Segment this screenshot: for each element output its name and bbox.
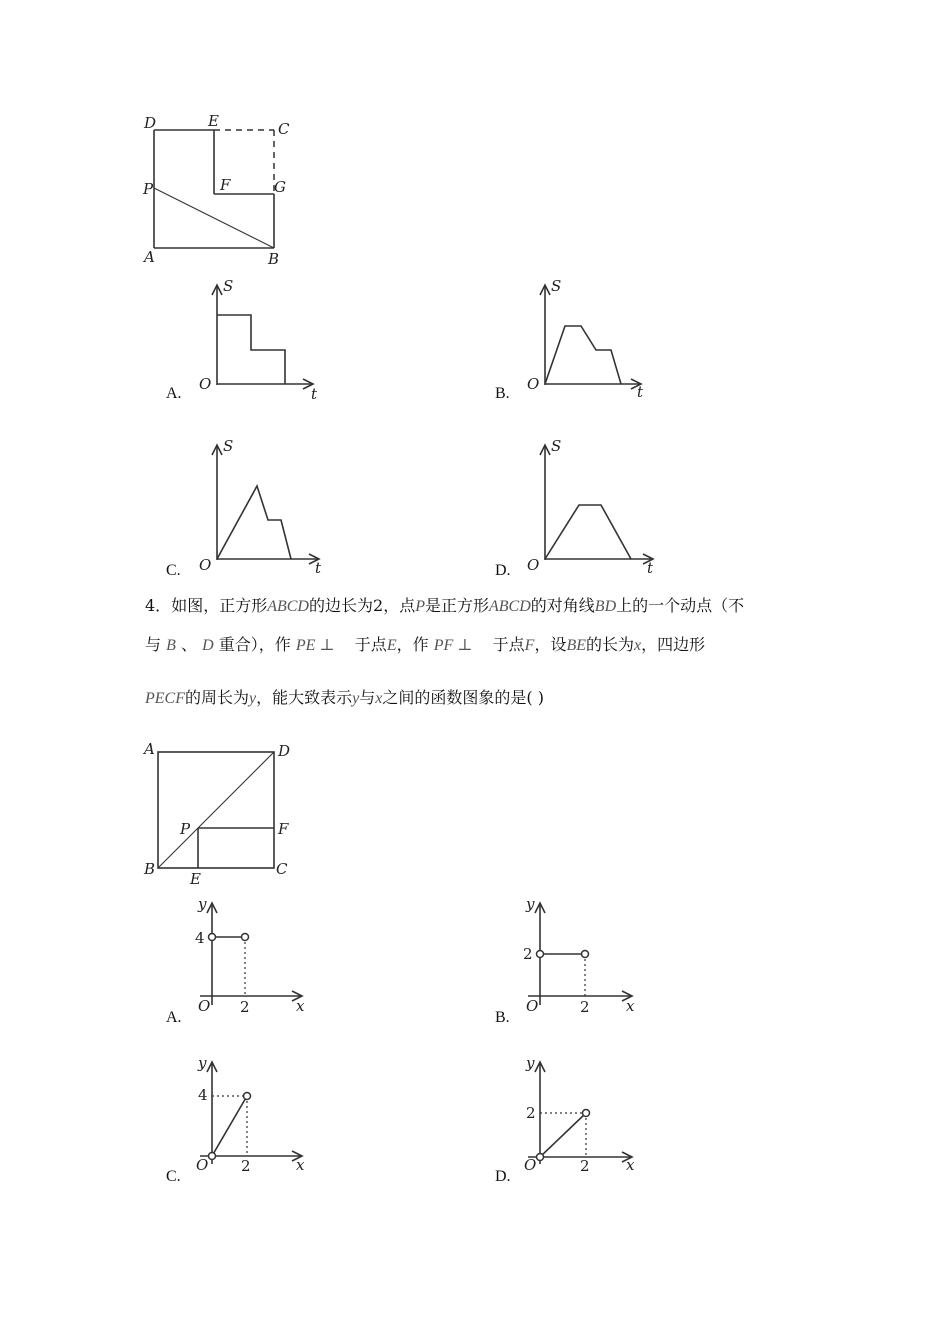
x-tick-label: 2 (240, 998, 250, 1016)
open-endpoint-origin (537, 1154, 544, 1161)
q4-option-b-label[interactable]: B. (495, 1009, 510, 1026)
math-pecf: PECF (145, 690, 185, 707)
q4-text: 的边长为 (308, 596, 373, 615)
origin-label: O (524, 1156, 537, 1174)
q4-number: 2 (373, 596, 384, 615)
x-axis-label: x (296, 1156, 305, 1174)
y-axis-label: S (551, 437, 562, 455)
y-axis-label: y (198, 1054, 207, 1072)
q4-text: 与 (145, 635, 162, 654)
label-e: E (208, 112, 219, 130)
q4-text: 与 (359, 688, 376, 707)
open-endpoint-left (209, 934, 216, 941)
q4-text: 的对角线 (530, 596, 595, 615)
segment-pb (154, 188, 274, 248)
open-endpoint-origin (209, 1153, 216, 1160)
x-axis-label: t (315, 559, 322, 577)
graph-curve (545, 326, 621, 384)
label-c: C (278, 120, 290, 138)
y-tick-label: 4 (198, 1086, 208, 1104)
label-p: P (180, 820, 191, 838)
label-b: B (144, 860, 156, 878)
label-d: D (144, 114, 157, 132)
q4-text: 的周长为 (185, 688, 250, 707)
x-tick-label: 2 (580, 1157, 590, 1175)
math-x: x (375, 690, 383, 707)
x-axis-label: t (311, 385, 318, 403)
graph-segment (540, 1113, 586, 1157)
math-y: y (352, 690, 360, 707)
x-axis-label: x (296, 997, 305, 1015)
label-e: E (190, 870, 201, 888)
graph-curve (545, 505, 631, 559)
y-axis-label: y (198, 895, 207, 913)
q3-graph-a[interactable] (195, 275, 335, 403)
origin-label: O (527, 556, 540, 574)
label-g: G (274, 178, 286, 196)
graph-curve (217, 315, 285, 384)
origin-label: O (526, 997, 539, 1015)
math-y: y (249, 690, 257, 707)
figure-square-abcd (140, 738, 300, 888)
question-number: 4． (145, 596, 172, 615)
open-endpoint-left (537, 951, 544, 958)
q4-text: 重合），作 (218, 635, 291, 654)
origin-label: O (199, 375, 212, 393)
q4-graph-a[interactable] (190, 893, 320, 1018)
q4-graph-c[interactable] (190, 1052, 320, 1177)
origin-label: O (199, 556, 212, 574)
x-tick-label: 2 (241, 1157, 251, 1175)
q4-option-c-label[interactable]: C. (166, 1168, 181, 1185)
x-axis-label: t (637, 383, 644, 401)
q4-graph-b[interactable] (518, 893, 648, 1018)
question-4-line-2 (145, 637, 705, 654)
diagonal-bd (158, 752, 274, 868)
label-c: C (276, 860, 288, 878)
math-f: F (524, 637, 535, 654)
open-endpoint-right (583, 1110, 590, 1117)
q4-text: ，点 (383, 596, 416, 615)
q4-text: 如图，正方形 (171, 596, 268, 615)
q3-option-c-label[interactable]: C. (166, 562, 181, 579)
open-endpoint-right (582, 951, 589, 958)
q4-text: 上的一个动点（不 (616, 596, 745, 615)
q4-text: ，能大致表示 (256, 688, 353, 707)
label-f: F (220, 176, 231, 194)
origin-label: O (527, 375, 540, 393)
graph-curve (217, 486, 291, 559)
y-axis-label: y (526, 895, 535, 913)
math-bd: BD (594, 598, 617, 615)
q4-text: 的长为 (586, 635, 635, 654)
q4-text: 之间的函数图象的是 (382, 688, 527, 707)
open-endpoint-right (244, 1093, 251, 1100)
math-abcd: ABCD (267, 598, 309, 615)
label-a: A (144, 248, 155, 266)
question-4-line-1 (145, 598, 744, 615)
question-4-line-3 (145, 690, 544, 707)
math-p: P (415, 598, 425, 615)
q4-text: 、 (180, 635, 197, 654)
y-axis-label: S (223, 277, 234, 295)
open-endpoint-right (242, 934, 249, 941)
q4-text: 于点 (354, 635, 387, 654)
label-a: A (144, 740, 155, 758)
y-axis-label: S (223, 437, 234, 455)
q3-graph-b[interactable] (523, 275, 663, 400)
label-f: F (278, 820, 289, 838)
y-axis-label: S (551, 277, 562, 295)
math-be: BE (566, 637, 586, 654)
origin-label: O (198, 997, 211, 1015)
graph-segment (212, 1096, 247, 1156)
figure-square-defg (140, 112, 300, 272)
q3-option-a-label[interactable]: A. (166, 385, 182, 402)
q4-graph-d[interactable] (518, 1052, 648, 1177)
x-axis-label: t (647, 559, 654, 577)
math-pf-perp: PF ⊥ (433, 637, 473, 654)
math-x: x (634, 637, 642, 654)
y-tick-label: 2 (523, 945, 533, 963)
label-b: B (268, 250, 280, 268)
label-p: P (143, 180, 154, 198)
q4-text: 于点 (492, 635, 525, 654)
math-pe-perp: PE ⊥ (295, 637, 335, 654)
answer-blank[interactable]: ( ) (526, 688, 544, 707)
q4-text: ，作 (396, 635, 429, 654)
y-tick-label: 4 (195, 929, 205, 947)
y-axis-label: y (526, 1054, 535, 1072)
q4-text: 是正方形 (424, 596, 489, 615)
q3-graph-d[interactable] (523, 435, 663, 575)
math-e: E (386, 637, 397, 654)
math-d: D (202, 637, 214, 654)
q4-text: ，四边形 (641, 635, 706, 654)
label-d: D (278, 742, 291, 760)
origin-label: O (196, 1156, 209, 1174)
x-axis-label: x (626, 1156, 635, 1174)
q3-graph-c[interactable] (195, 435, 335, 575)
math-b: B (166, 637, 176, 654)
math-abcd: ABCD (489, 598, 531, 615)
x-axis-label: x (626, 997, 635, 1015)
q4-option-a-label[interactable]: A. (166, 1009, 182, 1026)
q4-text: ，设 (534, 635, 567, 654)
x-tick-label: 2 (580, 998, 590, 1016)
q4-option-d-label[interactable]: D. (495, 1168, 511, 1185)
y-tick-label: 2 (526, 1104, 536, 1122)
q3-option-b-label[interactable]: B. (495, 385, 510, 402)
q3-option-d-label[interactable]: D. (495, 562, 511, 579)
